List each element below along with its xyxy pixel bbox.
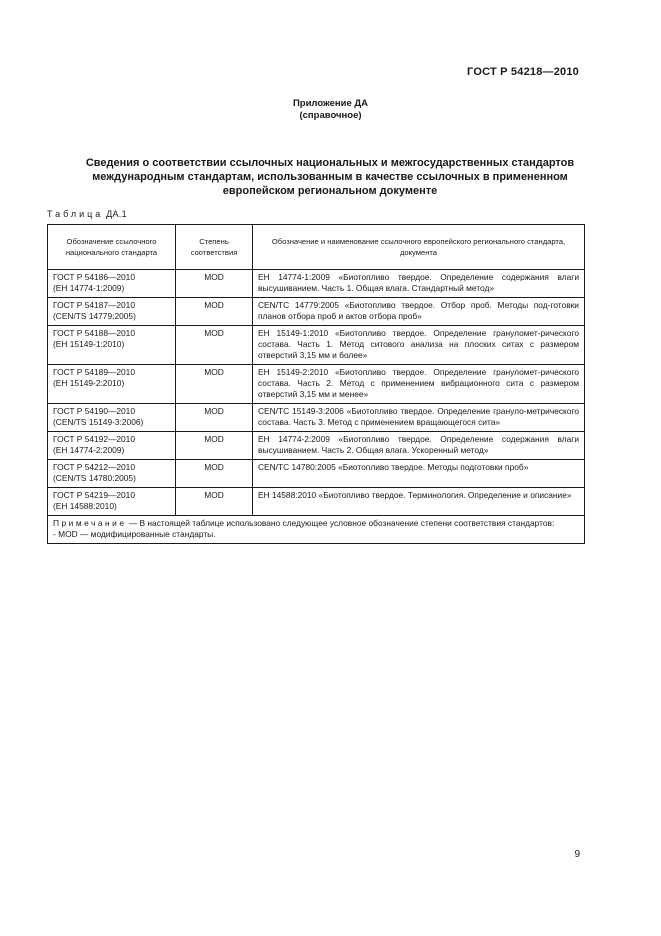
cell-national-standard — [48, 404, 176, 432]
national-standard-code: ГОСТ Р 54188—2010 — [53, 328, 135, 338]
table-row — [48, 432, 585, 460]
note-label: Примечание — [53, 518, 127, 528]
table-caption-label: Таблица — [47, 209, 104, 219]
cell-european-document: ЕН 15149-1:2010 «Биотопливо твердое. Определение грануломет-рического состава. Часть 1. Метод ситового анализа на плоских ситах с размером отверстий 3,15 мм и более» — [253, 326, 585, 365]
cell-european-document: CEN/TC 14779:2005 «Биотопливо твердое. Отбор проб. Методы под-готовки планов отбора проб и актов отбора проб» — [253, 298, 585, 326]
cell-european-document: CEN/TC 15149-3:2006 «Биотопливо твердое. Определение грануло-метрического состава. Часть 3. Метод с применением вращающегося сита» — [253, 404, 585, 432]
table-body — [48, 270, 585, 516]
national-standard-ref: (CEN/TS 14779:2005) — [53, 311, 136, 321]
cell-national-standard — [48, 298, 176, 326]
national-standard-code: ГОСТ Р 54187—2010 — [53, 300, 135, 310]
national-standard-ref: (CEN/TS 14780:2005) — [53, 473, 136, 483]
cell-degree: MOD — [176, 404, 253, 432]
cell-european-document: ЕН 14588:2010 «Биотопливо твердое. Терминология. Определение и описание» — [253, 488, 585, 516]
cell-degree: MOD — [176, 488, 253, 516]
note-item: - MOD — модифицированные стандарты. — [53, 529, 216, 539]
cell-national-standard — [48, 270, 176, 298]
cell-national-standard — [48, 432, 176, 460]
table-row — [48, 326, 585, 365]
table-row — [48, 404, 585, 432]
cell-european-document: CEN/TC 14780:2005 «Биотопливо твердое. Методы подготовки проб» — [253, 460, 585, 488]
cell-european-document: ЕН 15149-2:2010 «Биотопливо твердое. Определение грануломет-рического состава. Часть 2. Метод с применением вибрационного сита с размером отверстий 3,15 мм и менее» — [253, 365, 585, 404]
appendix-subtitle: (справочное) — [299, 110, 362, 121]
table-row — [48, 270, 585, 298]
cell-european-document: ЕН 14774-2:2009 «Биотопливо твердое. Определение содержания влаги высушиванием. Часть 2. Общая влага. Ускоренный метод» — [253, 432, 585, 460]
document-title: Сведения о соответствии ссылочных национальных и межгосударственных стандартов международным стандартам, использованным в качестве ссылочных в примененном европейском региональном документе — [85, 157, 575, 197]
national-standard-ref: (ЕН 15149-2:2010) — [53, 378, 125, 388]
national-standard-code: ГОСТ Р 54212—2010 — [53, 462, 135, 472]
table-row — [48, 488, 585, 516]
national-standard-code: ГОСТ Р 54186—2010 — [53, 272, 135, 282]
national-standard-ref: (ЕН 15149-1:2010) — [53, 339, 125, 349]
table-note-row — [48, 516, 585, 544]
page-number: 9 — [574, 849, 580, 860]
cell-european-document: ЕН 14774-1:2009 «Биотопливо твердое. Определение содержания влаги высушиванием. Часть 1. Общая влага. Стандартный метод» — [253, 270, 585, 298]
reference-table — [47, 224, 585, 544]
cell-national-standard — [48, 326, 176, 365]
table-row — [48, 460, 585, 488]
cell-degree: MOD — [176, 298, 253, 326]
national-standard-code: ГОСТ Р 54192—2010 — [53, 434, 135, 444]
cell-national-standard — [48, 460, 176, 488]
appendix-heading — [0, 98, 661, 122]
national-standard-ref: (ЕН 14588:2010) — [53, 501, 117, 511]
national-standard-code: ГОСТ Р 54219—2010 — [53, 490, 135, 500]
note-text: — В настоящей таблице использовано следующее условное обозначение степени соответствия стандартов: — [128, 518, 555, 528]
cell-degree: MOD — [176, 270, 253, 298]
table-caption-number: ДА.1 — [106, 209, 127, 219]
national-standard-code: ГОСТ Р 54189—2010 — [53, 367, 135, 377]
national-standard-ref: (CEN/TS 15149-3:2006) — [53, 417, 144, 427]
table-row — [48, 298, 585, 326]
cell-national-standard — [48, 365, 176, 404]
standard-number: ГОСТ Р 54218—2010 — [467, 66, 579, 78]
cell-degree: MOD — [176, 460, 253, 488]
table-row — [48, 365, 585, 404]
cell-degree: MOD — [176, 432, 253, 460]
column-header-degree: Степень соответствия — [176, 225, 253, 270]
national-standard-code: ГОСТ Р 54190—2010 — [53, 406, 135, 416]
table-caption — [47, 209, 127, 219]
national-standard-ref: (ЕН 14774-2:2009) — [53, 445, 125, 455]
national-standard-ref: (ЕН 14774-1:2009) — [53, 283, 125, 293]
table-header-row — [48, 225, 585, 270]
column-header-document: Обозначение и наименование ссылочного европейского регионального стандарта, документа — [253, 225, 585, 270]
appendix-title: Приложение ДА — [292, 98, 369, 109]
column-header-national: Обозначение ссылочного национального стандарта — [48, 225, 176, 270]
cell-degree: MOD — [176, 326, 253, 365]
cell-national-standard — [48, 488, 176, 516]
table-note — [48, 516, 585, 544]
cell-degree: MOD — [176, 365, 253, 404]
